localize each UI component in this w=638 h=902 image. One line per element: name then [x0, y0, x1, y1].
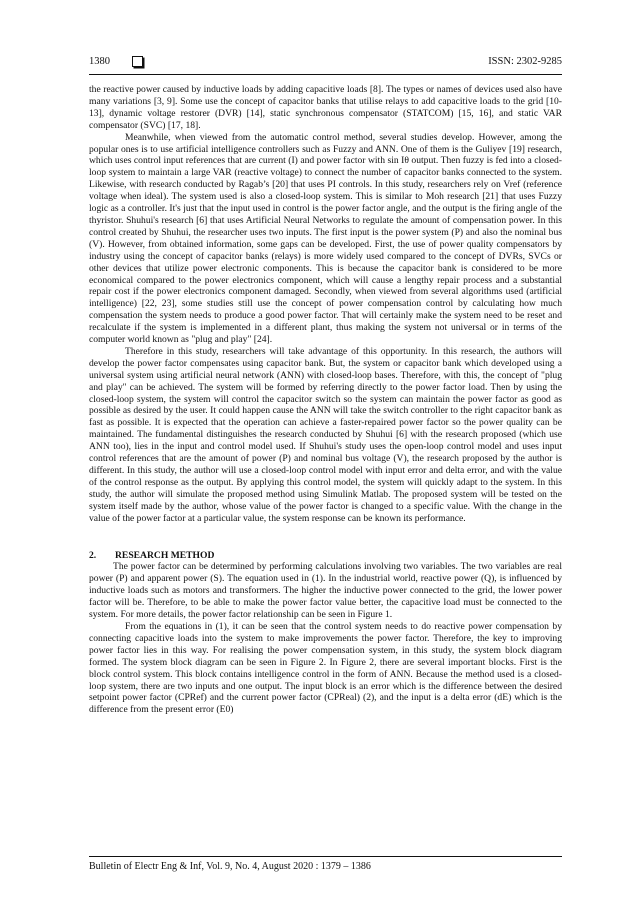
page-header	[89, 56, 562, 72]
section-heading	[89, 550, 562, 562]
paragraph: Meanwhile, when viewed from the automatic control method, several studies develop. However, among the popular ones is to use artificial intelligence controllers such as Fuzzy and ANN. One of them is the Guliyev [19] research, which uses control input references that are current (I) and power factor with sin Iθ output. Then fuzzy is fed into a closed-loop system to maintain a large VAR (reactive voltage) to connect the number of capacitor banks connected to the system. Likewise, with research conducted by Ragab’s [20] that uses PI controls. In this study, researchers rely on Vref (reference voltage when ideal). The system used is also a closed-loop system. This is similar to Moh research [21] that uses Fuzzy logic as a controller. It's just that the input used in control is the power factor angle, and the output is the firing angle of the thyristor. Shuhui's research [6] that uses Artificial Neural Networks to regulate the amount of compensation power. In this control created by Shuhui, the researcher uses two inputs. The first input is the power system (P) and also the nominal bus (V). However, from obtained information, some gaps can be developed. First, the use of power quality compensators by industry using the concept of capacitor banks (relays) is more widely used compared to the concept of DVRs, SVCs or other devices that utilize power electronic components. This is because the capacitor bank is considered to be more economical compared to the power electronics component, which will cause a lengthy repair process and a substantial repair cost if the power electronics component damaged. Secondly, when viewed from several algorithms used (artificial intelligence) [22, 23], some studies still use the concept of power compensation control by calculating how much compensation the system needs to produce a good power factor. That will certainly make the system need to be reset and recalculate if the system is implemented in a different plant, thus making the system not universal or in terms of the computer world known as "plug and play" [24].	[89, 131, 562, 346]
footer-divider	[89, 856, 562, 857]
header-left	[89, 56, 143, 67]
footer-citation: Bulletin of Electr Eng & Inf, Vol. 9, No. 4, August 2020 : 1379 – 1386	[89, 861, 371, 872]
paragraph: The power factor can be determined by performing calculations involving two variables. The two variables are real power (P) and apparent power (S). The equation used in (1). In the industrial world, reactive power (Q), is influenced by inductive loads such as motors and transformers. The higher the inductive power connected to the grid, the lower power factor will be. Therefore, to be able to make the power factor value better, the capacitive load must be connected to the system. For more details, the power factor relationship can be seen in Figure 1.	[89, 561, 562, 621]
square-box-icon	[132, 56, 143, 67]
page-number: 1380	[89, 56, 110, 67]
issn-label: ISSN: 2302-9285	[488, 56, 562, 67]
paragraph: the reactive power caused by inductive loads by adding capacitive loads [8]. The types or names of devices used also have many variations [3, 9]. Some use the concept of capacitor banks that utilise relays to add capacitive loads to the grid [10-13], dynamic voltage restorer (DVR) [14], static synchronous compensator (STATCOM) [15, 16], and static VAR compensator (SVC) [17, 18].	[89, 84, 562, 131]
header-divider	[89, 74, 562, 75]
paragraph: From the equations in (1), it can be seen that the control system needs to do reactive power compensation by connecting capacitive loads into the system to make improvements the power factor. Therefore, the key to improving power factor lies in this way. For realising the power compensation system, in this study, the system block diagram formed. The system block diagram can be seen in Figure 2. In Figure 2, there are several important blocks. First is the block control system. This block contains intelligence control in the form of ANN. Because the method used is a closed-loop system, there are two inputs and one output. The input block is an error which is the difference between the desired setpoint power factor (CPRef) and the current power factor (CPReal) (2), and the input is a delta error (dE) which is the difference from the present error (E0)	[89, 620, 562, 716]
article-body	[89, 84, 562, 716]
section-gap	[89, 525, 562, 550]
paragraph: Therefore in this study, researchers will take advantage of this opportunity. In this research, the authors will develop the power factor compensates using capacitor bank. But, the system or capacitor bank which developed using a universal system using artificial neural network (ANN) with closed-loop bases. Therefore, with this, the concept of "plug and play" can be achieved. The system will be formed by referring directly to the power factor load. Then by using the closed-loop system, the system will control the capacitor switch so the system can maintain the power factor as good as possible as desired by the user. It could happen cause the ANN will take the switch controller to the right capacitor bank as fast as possible. It is expected that the operation can achieve a faster-repaired power factor so the power quality can be maintained. The fundamental distinguishes the research conducted by Shuhui [6] with the research proposed (which use ANN too), lies in the input and control model used. If Shuhui's study uses the open-loop control model and uses input control references that are the amount of power (P) and nominal bus voltage (V), the research proposed by the author is different. In this study, the author will use a closed-loop control model with input error and delta error, and with the value of the control response as the output. By applying this control model, the system will quickly adapt to the system. In this study, the author will simulate the proposed method using Simulink Matlab. The proposed system will be tested on the system itself made by the author, whose value of the power factor is changed to a specific value. With the change in the value of the power factor at a particular value, the system response can be known its performance.	[89, 345, 562, 524]
section-title: RESEARCH METHOD	[115, 549, 215, 561]
section-number: 2.	[89, 549, 97, 561]
